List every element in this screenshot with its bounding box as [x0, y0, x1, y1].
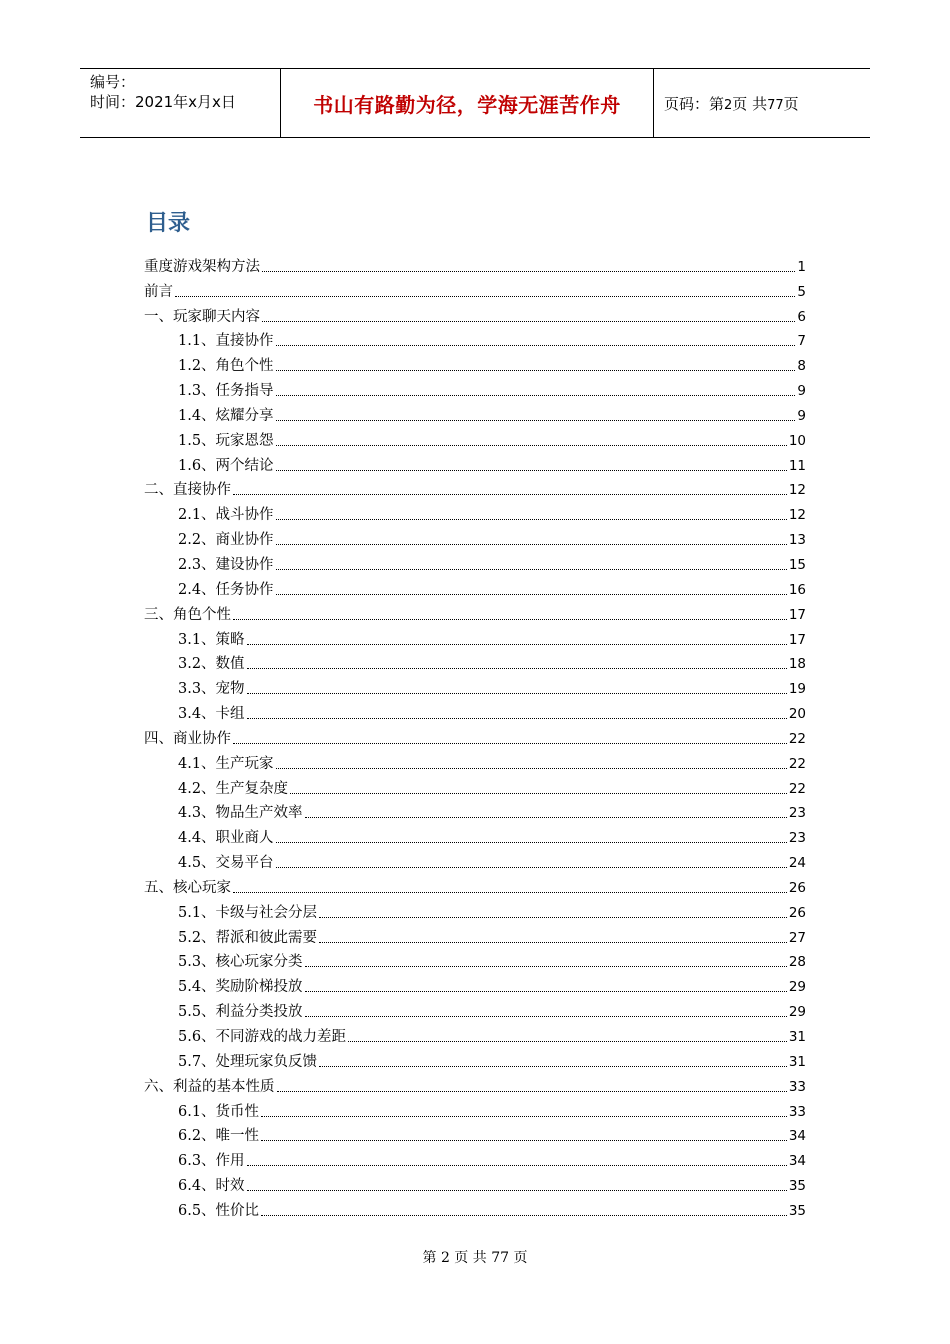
- toc-leader-dots: [276, 445, 787, 446]
- toc-leader-dots: [305, 966, 787, 967]
- toc-entry[interactable]: [144, 624, 806, 649]
- toc-leader-dots: [276, 470, 787, 471]
- toc-entry[interactable]: [144, 1021, 806, 1046]
- toc-leader-dots: [247, 644, 787, 645]
- toc-entry-label: 3.1、策略: [178, 631, 245, 648]
- toc-entry-page: 12: [788, 482, 806, 499]
- toc-leader-dots: [276, 370, 796, 371]
- toc-leader-dots: [276, 768, 787, 769]
- toc-entry-label: 6.5、性价比: [178, 1202, 260, 1219]
- table-of-contents: [144, 251, 806, 1220]
- toc-entry[interactable]: [144, 375, 806, 400]
- toc-entry-page: 31: [788, 1053, 806, 1070]
- toc-leader-dots: [276, 544, 787, 545]
- toc-entry[interactable]: [144, 350, 806, 375]
- toc-entry-label: 四、商业协作: [144, 730, 231, 747]
- toc-entry-page: 24: [788, 855, 806, 872]
- toc-entry[interactable]: [144, 971, 806, 996]
- toc-entry-label: 5.7、处理玩家负反馈: [178, 1053, 318, 1070]
- toc-entry-page: 34: [788, 1153, 806, 1170]
- toc-entry[interactable]: [144, 922, 806, 947]
- page-suffix: 页: [783, 94, 799, 113]
- toc-entry-page: 16: [788, 581, 806, 598]
- toc-entry[interactable]: [144, 897, 806, 922]
- toc-entry[interactable]: [144, 798, 806, 823]
- toc-leader-dots: [319, 917, 787, 918]
- toc-entry-page: 13: [788, 532, 806, 549]
- toc-entry-page: 17: [788, 606, 806, 623]
- header-page-cell: [654, 69, 870, 137]
- toc-entry[interactable]: [144, 1145, 806, 1170]
- toc-entry[interactable]: [144, 400, 806, 425]
- toc-entry-page: 22: [788, 780, 806, 797]
- toc-entry-label: 1.5、玩家恩怨: [178, 432, 274, 449]
- toc-entry[interactable]: [144, 1195, 806, 1220]
- toc-entry[interactable]: [144, 1170, 806, 1195]
- toc-entry-page: 31: [788, 1029, 806, 1045]
- toc-entry-page: 29: [788, 1004, 806, 1021]
- toc-entry-page: 22: [788, 755, 806, 772]
- toc-entry-page: 5: [797, 283, 806, 300]
- toc-entry-page: 26: [788, 904, 806, 921]
- page-mid: 页 共: [732, 94, 768, 113]
- toc-entry-page: 20: [788, 706, 806, 723]
- toc-entry-label: 6.1、货币性: [178, 1103, 260, 1120]
- toc-entry-page: 12: [788, 507, 806, 524]
- toc-entry-label: 4.5、交易平台: [178, 855, 274, 872]
- toc-entry[interactable]: [144, 276, 806, 301]
- toc-entry-label: 5.2、帮派和彼此需要: [178, 929, 318, 946]
- toc-entry[interactable]: [144, 773, 806, 798]
- header-meta-cell: [80, 69, 281, 137]
- toc-leader-dots: [175, 296, 795, 297]
- toc-leader-dots: [276, 867, 787, 868]
- toc-leader-dots: [305, 817, 787, 818]
- toc-leader-dots: [247, 693, 787, 694]
- toc-entry[interactable]: [144, 872, 806, 897]
- toc-entry-label: 5.5、利益分类投放: [178, 1004, 303, 1021]
- document-time-label: 时间：2021年x月x日: [90, 93, 236, 111]
- toc-entry-label: 3.3、宠物: [178, 681, 245, 698]
- toc-entry-page: 22: [788, 730, 806, 747]
- toc-leader-dots: [247, 668, 787, 669]
- toc-entry[interactable]: [144, 475, 806, 500]
- toc-entry[interactable]: [144, 499, 806, 524]
- toc-entry-label: 1.4、炫耀分享: [178, 407, 274, 424]
- toc-entry-label: 5.4、奖励阶梯投放: [178, 979, 303, 996]
- toc-entry-page: 11: [788, 457, 806, 474]
- toc-entry-page: 8: [797, 358, 806, 375]
- toc-entry-label: 3.4、卡组: [178, 706, 245, 723]
- toc-entry-page: 6: [797, 308, 806, 325]
- toc-entry[interactable]: [144, 326, 806, 351]
- toc-entry-label: 五、核心玩家: [144, 879, 231, 896]
- page-prefix: 页码：第: [664, 94, 725, 113]
- header-motto: 书山有路勤为径，学海无涯苦作舟: [313, 92, 621, 117]
- toc-entry-label: 5.6、不同游戏的战力差距: [178, 1029, 347, 1045]
- toc-entry[interactable]: [144, 1046, 806, 1071]
- toc-entry-page: 15: [788, 556, 806, 573]
- toc-entry-label: 5.1、卡级与社会分层: [178, 904, 318, 921]
- page-total: 77: [767, 97, 784, 113]
- header-motto-cell: [281, 69, 654, 137]
- toc-entry-label: 6.4、时效: [178, 1178, 245, 1195]
- toc-entry-label: 2.1、战斗协作: [178, 507, 274, 524]
- toc-entry[interactable]: [144, 524, 806, 549]
- toc-entry-page: 17: [788, 631, 806, 648]
- toc-entry[interactable]: [144, 649, 806, 674]
- toc-entry-page: 10: [788, 432, 806, 449]
- toc-leader-dots: [261, 1140, 787, 1141]
- toc-entry[interactable]: [144, 847, 806, 872]
- toc-entry-page: 9: [797, 383, 806, 400]
- toc-title: 目录: [146, 211, 191, 236]
- toc-leader-dots: [247, 1165, 787, 1166]
- toc-entry-label: 6.2、唯一性: [178, 1128, 260, 1145]
- toc-leader-dots: [276, 345, 796, 346]
- toc-entry-label: 4.2、生产复杂度: [178, 780, 289, 797]
- toc-entry-page: 33: [788, 1103, 806, 1120]
- toc-entry-label: 三、角色个性: [144, 606, 231, 623]
- toc-entry-page: 23: [788, 830, 806, 847]
- toc-entry[interactable]: [144, 599, 806, 624]
- toc-entry[interactable]: [144, 1071, 806, 1096]
- toc-entry-label: 1.6、两个结论: [178, 457, 274, 474]
- toc-entry-label: 1.2、角色个性: [178, 358, 274, 375]
- page-current: 2: [724, 97, 733, 113]
- toc-leader-dots: [305, 991, 787, 992]
- toc-entry-page: 1: [797, 258, 806, 275]
- toc-entry-page: 35: [788, 1178, 806, 1195]
- document-number-label: 编号：: [90, 73, 136, 91]
- toc-entry-label: 1.3、任务指导: [178, 383, 274, 400]
- toc-entry-page: 35: [788, 1202, 806, 1219]
- toc-leader-dots: [290, 793, 787, 794]
- toc-leader-dots: [305, 1016, 787, 1017]
- toc-leader-dots: [276, 519, 787, 520]
- toc-entry[interactable]: [144, 723, 806, 748]
- toc-entry-label: 六、利益的基本性质: [144, 1078, 275, 1095]
- toc-entry[interactable]: [144, 947, 806, 972]
- toc-entry-page: 18: [788, 656, 806, 673]
- toc-entry-label: 4.1、生产玩家: [178, 755, 274, 772]
- page-header: [80, 68, 870, 138]
- toc-entry-label: 2.3、建设协作: [178, 556, 274, 573]
- toc-leader-dots: [319, 1066, 787, 1067]
- toc-entry-label: 5.3、核心玩家分类: [178, 954, 303, 971]
- toc-entry-label: 重度游戏架构方法: [144, 258, 260, 275]
- toc-entry-label: 一、玩家聊天内容: [144, 308, 260, 325]
- toc-entry-page: 7: [797, 333, 806, 350]
- toc-leader-dots: [247, 1190, 787, 1191]
- toc-entry[interactable]: [144, 549, 806, 574]
- toc-entry-label: 2.2、商业协作: [178, 532, 274, 549]
- toc-entry-label: 前言: [144, 283, 173, 300]
- toc-leader-dots: [276, 594, 787, 595]
- toc-leader-dots: [247, 718, 787, 719]
- toc-entry-page: 9: [797, 407, 806, 424]
- toc-entry-page: 19: [788, 681, 806, 698]
- page-footer: 第 2 页 共 77 页: [422, 1250, 528, 1266]
- toc-entry-label: 3.2、数值: [178, 656, 245, 673]
- toc-entry[interactable]: [144, 698, 806, 723]
- toc-leader-dots: [276, 842, 787, 843]
- toc-entry-label: 2.4、任务协作: [178, 581, 274, 598]
- toc-leader-dots: [262, 271, 795, 272]
- toc-leader-dots: [233, 743, 787, 744]
- toc-entry-page: 29: [788, 979, 806, 996]
- toc-entry[interactable]: [144, 748, 806, 773]
- toc-entry-page: 27: [788, 929, 806, 946]
- toc-entry[interactable]: [144, 822, 806, 847]
- toc-entry-page: 34: [788, 1128, 806, 1145]
- toc-entry-label: 4.4、职业商人: [178, 830, 274, 847]
- toc-leader-dots: [233, 892, 787, 893]
- toc-leader-dots: [276, 395, 796, 396]
- toc-leader-dots: [261, 1116, 787, 1117]
- toc-entry[interactable]: [144, 425, 806, 450]
- toc-leader-dots: [261, 1215, 787, 1216]
- toc-entry-label: 二、直接协作: [144, 482, 231, 499]
- toc-entry[interactable]: [144, 1096, 806, 1121]
- toc-entry-page: 26: [788, 879, 806, 896]
- toc-entry[interactable]: [144, 1121, 806, 1146]
- toc-entry-page: 33: [788, 1078, 806, 1095]
- toc-entry[interactable]: [144, 996, 806, 1021]
- toc-entry-page: 28: [788, 954, 806, 971]
- toc-entry-label: 6.3、作用: [178, 1153, 245, 1170]
- header-page-info: [664, 93, 799, 114]
- toc-leader-dots: [233, 494, 787, 495]
- toc-entry[interactable]: [144, 251, 806, 276]
- toc-leader-dots: [233, 619, 787, 620]
- toc-entry[interactable]: [144, 450, 806, 475]
- toc-leader-dots: [277, 1091, 787, 1092]
- toc-entry-label: 1.1、直接协作: [178, 333, 274, 350]
- toc-entry-label: 4.3、物品生产效率: [178, 805, 303, 822]
- toc-leader-dots: [276, 569, 787, 570]
- toc-entry[interactable]: [144, 673, 806, 698]
- toc-leader-dots: [319, 942, 787, 943]
- toc-entry-page: 23: [788, 805, 806, 822]
- toc-leader-dots: [348, 1041, 787, 1042]
- toc-leader-dots: [276, 420, 796, 421]
- toc-leader-dots: [262, 321, 795, 322]
- toc-entry[interactable]: [144, 574, 806, 599]
- toc-entry[interactable]: [144, 301, 806, 326]
